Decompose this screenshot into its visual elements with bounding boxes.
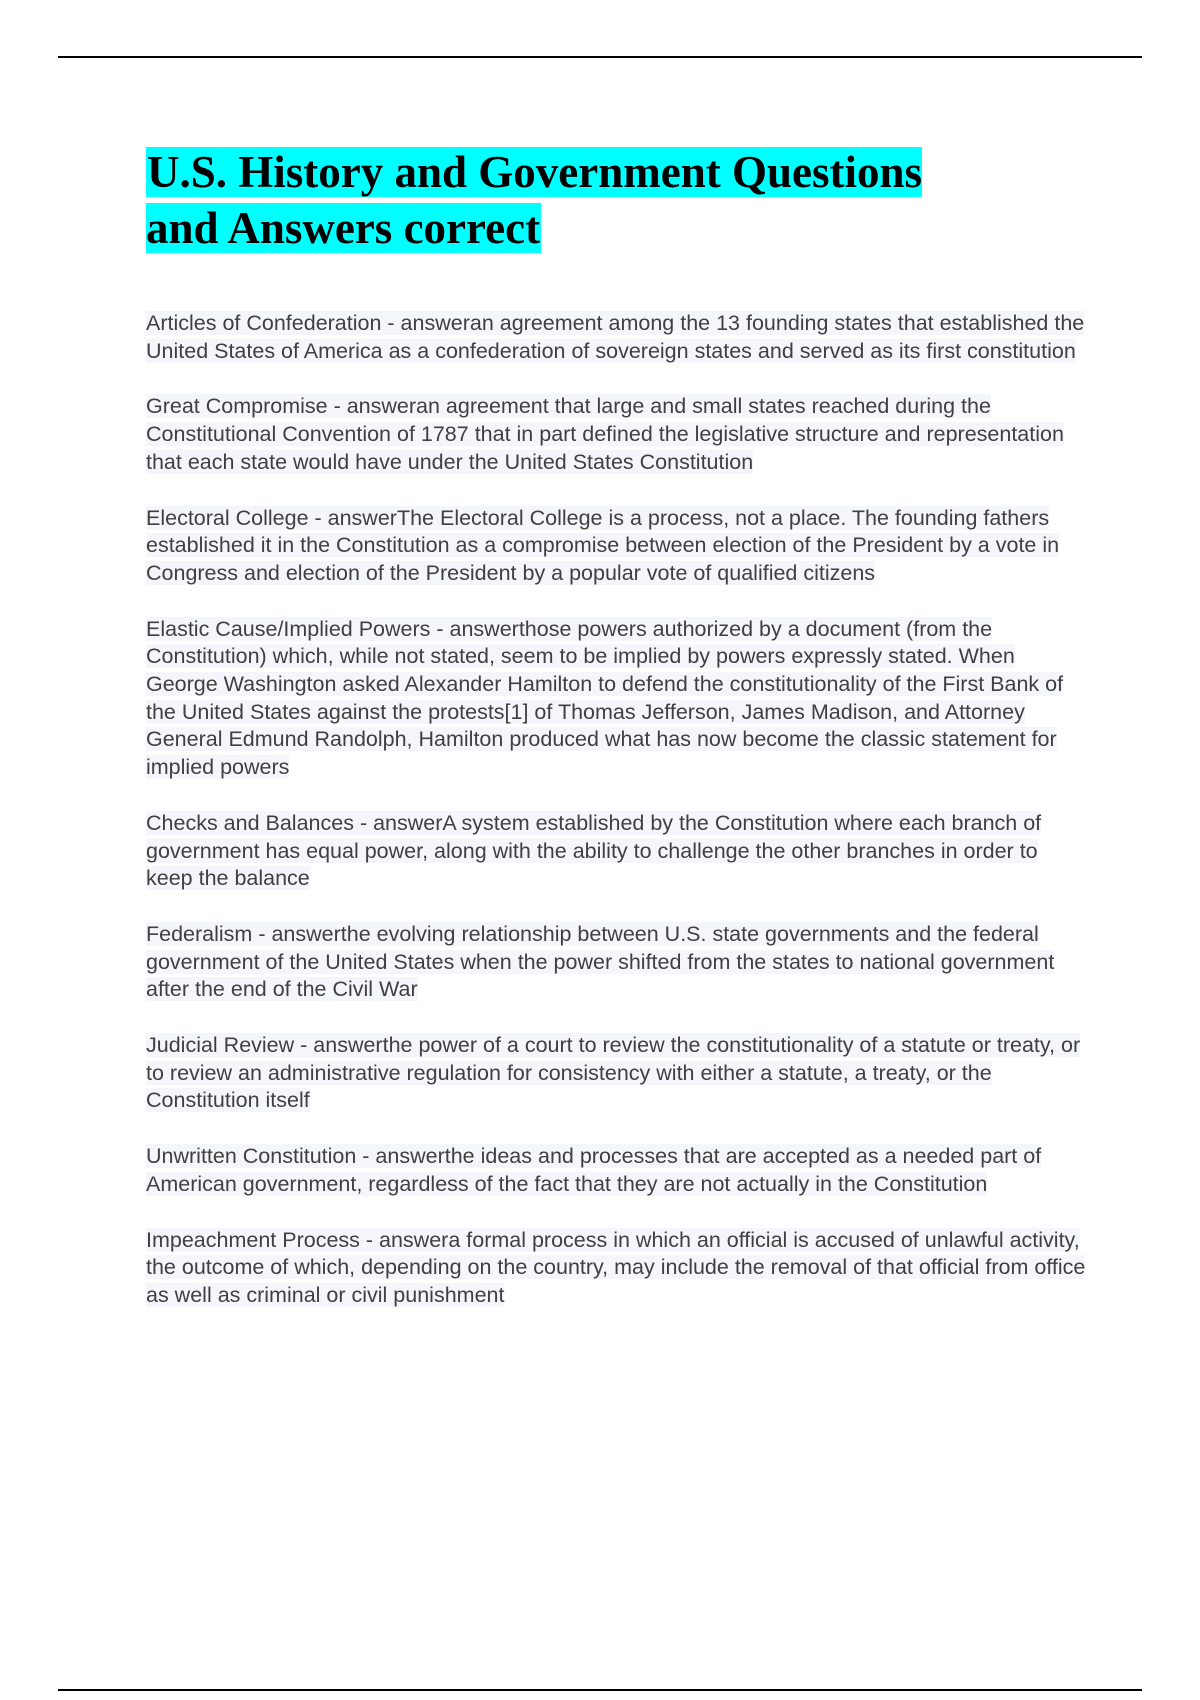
qa-text [146,1144,1041,1196]
qa-item-articles-of-confederation [146,310,1086,365]
qa-answer: the evolving relationship between U.S. state governments and the federal government of the United States when the power shifted from the states to national government after the end of the Civil War [146,921,1055,1002]
qa-text [146,506,1059,585]
qa-separator: - answer [430,616,519,641]
footer-rule [58,1689,1142,1691]
qa-item-impeachment-process [146,1227,1086,1310]
title-line-1: U.S. History and Government Questions [147,147,923,197]
qa-item-unwritten-constitution [146,1143,1086,1198]
qa-separator: - answer [308,505,397,530]
qa-separator: - answer [359,1227,449,1252]
qa-text [146,1033,1080,1112]
qa-item-great-compromise [146,393,1086,476]
qa-term: Electoral College [146,505,309,530]
qa-term: Unwritten Constitution [146,1144,357,1169]
qa-term: Impeachment Process [146,1227,360,1252]
qa-item-judicial-review [146,1032,1086,1115]
qa-answer: an agreement among the 13 founding states that established the United States of America as a confederation of sovereign states and served as its first constitution [146,311,1085,363]
qa-term: Elastic Cause/Implied Powers [146,616,431,641]
qa-separator: - answer [252,921,341,946]
title-line-2: and Answers correct [146,203,541,253]
qa-term: Judicial Review [146,1033,295,1058]
qa-term: Great Compromise [146,394,328,419]
qa-answer: A system established by the Constitution where each branch of government has equal power, along with the ability to challenge the other branches in order to keep the balance [146,810,1042,891]
page-title [146,144,1026,256]
qa-term: Federalism [146,921,253,946]
qa-answer: The Electoral College is a process, not a place. The founding fathers established it in the Constitution as a compromise between election of the President by a vote in Congress and election of the President by a popular vote of qualified citizens [146,505,1060,585]
qa-answer: a formal process in which an official is accused of unlawful activity, the outcome of which, depending on the country, may include the removal of that official from office as well as criminal or civil punishment [146,1227,1086,1307]
qa-answer: the ideas and processes that are accepted as a needed part of American government, regardless of the fact that they are not actually in the Constitution [146,1144,1042,1196]
qa-item-federalism [146,921,1086,1004]
qa-answer: the power of a court to review the constitutionality of a statute or treaty, or to review an administrative regulation for consistency with either a statute, a treaty, or the Constitution itself [146,1033,1081,1113]
qa-separator: - answer [327,394,417,419]
qa-term: Articles of Confederation [146,311,382,335]
qa-text [146,922,1054,1001]
qa-item-elastic-cause [146,616,1086,782]
qa-separator: - answer [294,1033,383,1058]
qa-list [146,310,1086,1338]
qa-text [146,311,1084,363]
qa-separator: - answer [381,311,470,335]
qa-answer: those powers authorized by a document (from the Constitution) which, while not stated, seem to be implied by powers expressly stated. When George Washington asked Alexander Hamilton to defend the constitutionality of the First Bank of the United States against the protests[1] of Thomas Jefferson, James Madison, and Attorney General Edmund Randolph, Hamilton produced what has now become the classic statement for implied powers [146,616,1064,780]
header-rule [58,56,1142,58]
qa-text [146,811,1041,890]
qa-item-electoral-college [146,505,1086,588]
qa-separator: - answer [356,1144,445,1169]
qa-text [146,1228,1085,1307]
qa-text [146,394,1064,473]
qa-item-checks-and-balances [146,810,1086,893]
qa-term: Checks and Balances [146,810,354,835]
qa-separator: - answer [353,810,443,835]
qa-text [146,617,1063,780]
qa-answer: an agreement that large and small states reached during the Constitutional Convention of 1787 that in part defined the legislative structure and representation that each state would have under the United States Constitution [146,394,1064,474]
title-highlight [146,147,922,253]
